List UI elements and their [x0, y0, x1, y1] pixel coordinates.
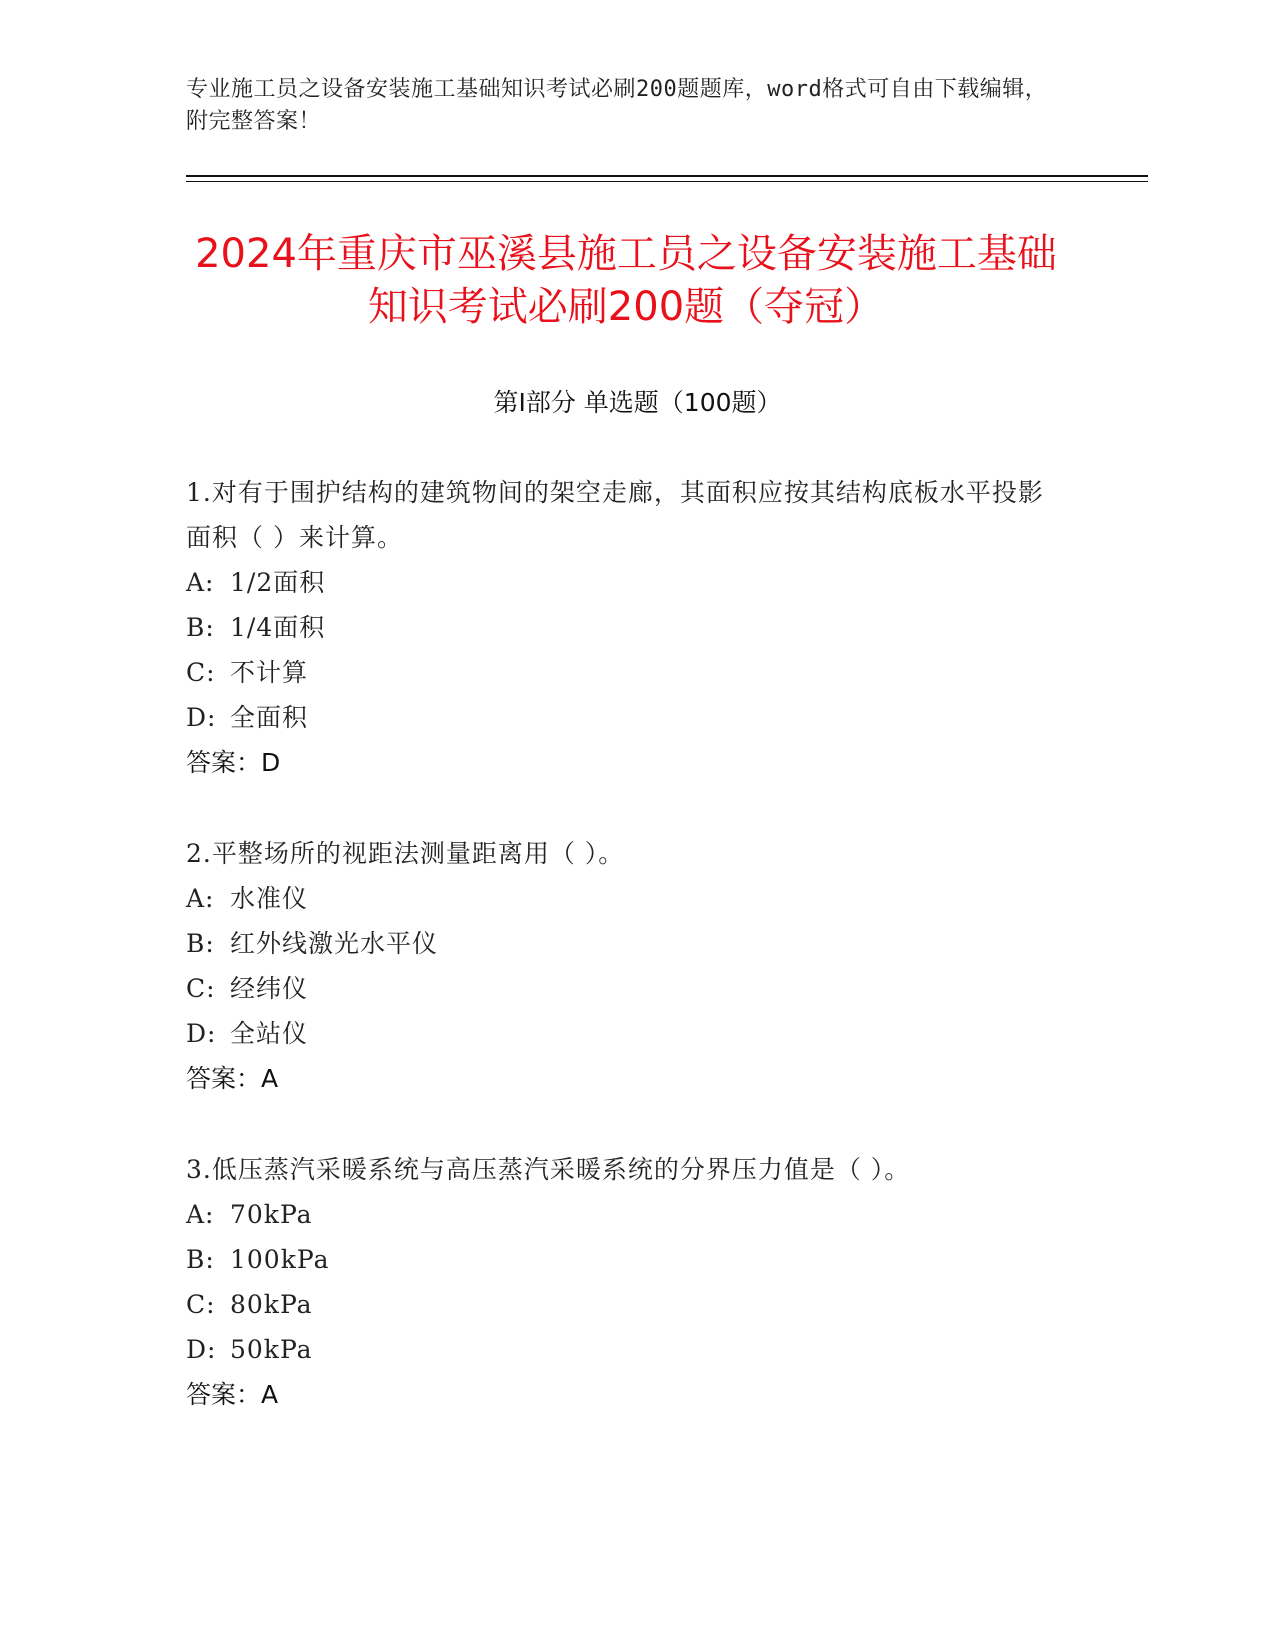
- question-text: 3.低压蒸汽采暖系统与高压蒸汽采暖系统的分界压力值是（ ）。: [186, 1155, 911, 1184]
- option-d: [186, 695, 1066, 740]
- option-a: [186, 560, 1066, 605]
- option-letter: A:: [186, 884, 215, 913]
- option-letter: A:: [186, 568, 215, 597]
- option-text: 不计算: [230, 658, 309, 687]
- option-c: [186, 966, 1066, 1011]
- option-d: [186, 1011, 1066, 1056]
- option-letter: B:: [186, 929, 215, 958]
- option-text: 水准仪: [230, 884, 309, 913]
- question-list: [186, 470, 1066, 1463]
- option-letter: A:: [186, 1200, 215, 1229]
- option-b: [186, 921, 1066, 966]
- option-c: [186, 1282, 1066, 1327]
- option-text: 70kPa: [230, 1200, 313, 1229]
- option-letter: D:: [186, 1335, 217, 1364]
- option-text: 红外线激光水平仪: [230, 929, 439, 958]
- option-text: 80kPa: [230, 1290, 313, 1319]
- option-text: 1/2面积: [230, 568, 326, 597]
- document-title: 2024年重庆市巫溪县施工员之设备安装施工基础知识考试必刷200题（夺冠）: [195, 231, 1057, 330]
- option-letter: C:: [186, 1290, 216, 1319]
- question-2: [186, 831, 1066, 1101]
- header-rule-thin: [186, 181, 1148, 182]
- question-1: [186, 470, 1066, 785]
- answer: 答案：A: [186, 1064, 279, 1093]
- option-text: 1/4面积: [230, 613, 326, 642]
- option-text: 全站仪: [230, 1019, 309, 1048]
- option-text: 全面积: [230, 703, 309, 732]
- header-rule-thick: [186, 175, 1148, 177]
- answer: 答案：A: [186, 1380, 279, 1409]
- question-text: 2.平整场所的视距法测量距离用（ ）。: [186, 839, 625, 868]
- option-letter: B:: [186, 1245, 215, 1274]
- option-b: [186, 1237, 1066, 1282]
- option-letter: B:: [186, 613, 215, 642]
- option-c: [186, 650, 1066, 695]
- option-d: [186, 1327, 1066, 1372]
- option-text: 50kPa: [230, 1335, 313, 1364]
- section-title: 第Ⅰ部分 单选题（100题）: [493, 388, 782, 417]
- header-note: 专业施工员之设备安装施工基础知识考试必刷200题题库，word格式可自由下载编辑，附完整答案！: [186, 77, 1048, 134]
- option-text: 经纬仪: [230, 974, 309, 1003]
- option-text: 100kPa: [230, 1245, 330, 1274]
- option-letter: D:: [186, 1019, 217, 1048]
- option-letter: D:: [186, 703, 217, 732]
- option-letter: C:: [186, 974, 216, 1003]
- question-3: [186, 1147, 1066, 1417]
- option-a: [186, 1192, 1066, 1237]
- option-b: [186, 605, 1066, 650]
- option-letter: C:: [186, 658, 216, 687]
- option-a: [186, 876, 1066, 921]
- answer: 答案：D: [186, 748, 281, 777]
- question-text: 1.对有于围护结构的建筑物间的架空走廊，其面积应按其结构底板水平投影面积（ ）来计算。: [186, 478, 1044, 552]
